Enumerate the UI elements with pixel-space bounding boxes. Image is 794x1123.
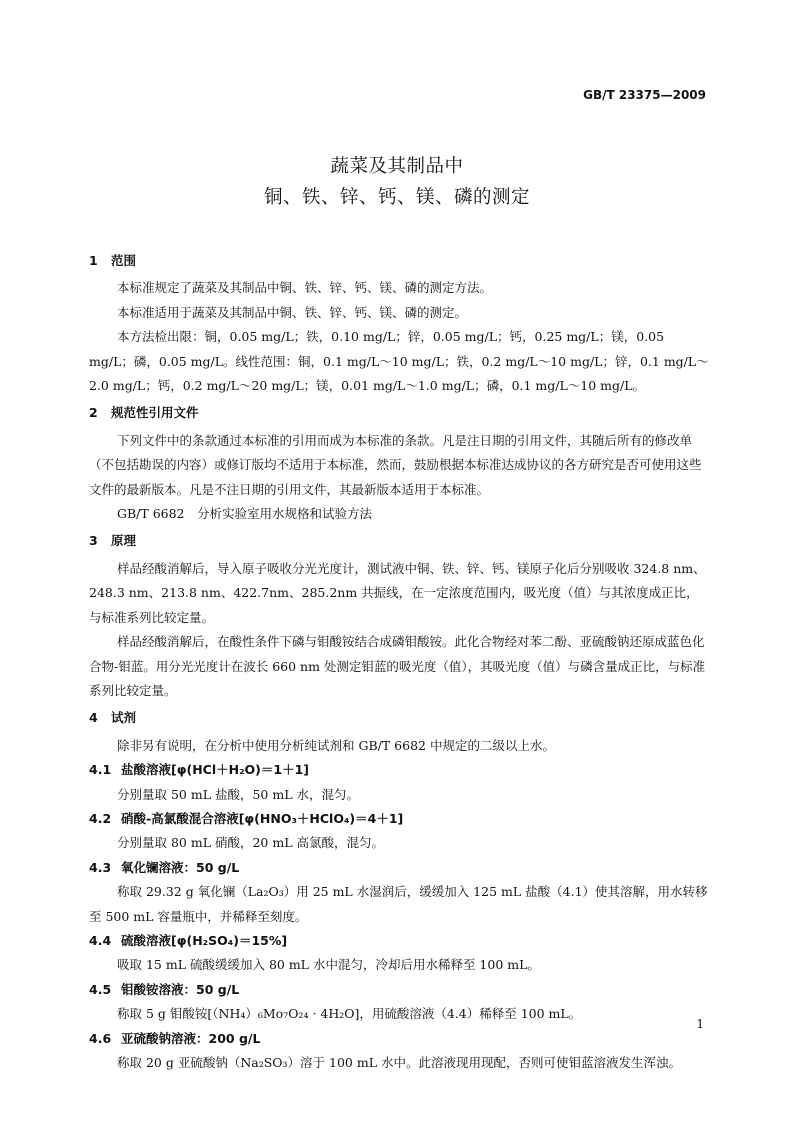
subsection-number: 4.1 xyxy=(89,762,112,778)
section-heading-principle xyxy=(89,529,709,553)
section-heading-reagents xyxy=(89,706,709,730)
subsection-heading xyxy=(89,978,709,1002)
paragraph: 分别量取 50 mL 盐酸，50 mL 水，混匀。 xyxy=(117,786,359,802)
paragraph: 称取 29.32 g 氧化镧（La₂O₃）用 25 mL 水湿润后，缓缓加入 125 mL 盐酸（4.1）使其溶解，用水转移至 500 mL 容量瓶中，并稀释至刻度。 xyxy=(89,884,708,924)
paragraph: 称取 20 g 亚硫酸钠（Na₂SO₃）溶于 100 mL 水中。此溶液现用现配，否则可使钼蓝溶液发生浑浊。 xyxy=(117,1055,681,1070)
document-body xyxy=(89,249,709,1075)
subsection-title: 硝酸-高氯酸混合溶液[φ(HNO₃＋HClO₄)＝4＋1] xyxy=(121,810,404,826)
paragraph: 除非另有说明，在分析中使用分析纯试剂和 GB/T 6682 中规定的二级以上水。 xyxy=(117,737,555,753)
document-title-line1: 蔬菜及其制品中 xyxy=(330,156,464,177)
section-heading-normative-references xyxy=(89,401,709,425)
subsection-number: 4.5 xyxy=(89,981,112,997)
subsection-heading xyxy=(89,929,709,953)
paragraph: 分别量取 80 mL 硝酸，20 mL 高氯酸，混匀。 xyxy=(117,835,384,851)
paragraph: 吸取 15 mL 硫酸缓缓加入 80 mL 水中混匀，冷却后用水稀释至 100 mL。 xyxy=(117,957,540,973)
subsection-heading xyxy=(89,807,709,831)
subsection-number: 4.3 xyxy=(89,859,112,875)
section-number: 2 xyxy=(89,405,98,421)
standard-number: GB/T 23375—2009 xyxy=(583,88,706,102)
subsection-number: 4.6 xyxy=(89,1030,112,1046)
subsection-title: 硫酸溶液[φ(H₂SO₄)＝15%] xyxy=(121,932,288,948)
paragraph: 本方法检出限：铜，0.05 mg/L；铁，0.10 mg/L；锌，0.05 mg/L；钙，0.25 mg/L；镁，0.05 mg/L；磷，0.05 mg/L。线性范围：铜，0.1 mg/L～10 mg/L；铁，0.2 mg/L～10 mg/L；锌，0.1 mg/L～2.0 mg/L；钙，0.2 mg/L～20 mg/L；镁，0.01 mg/L～1.0 mg/L；磷，0.1 mg/L～10 mg/L。 xyxy=(89,329,709,394)
document-title-line2: 铜、铁、锌、钙、镁、磷的测定 xyxy=(263,187,530,208)
reference-entry: GB/T 6682 分析实验室用水规格和试验方法 xyxy=(117,506,373,522)
subsection-number: 4.2 xyxy=(89,810,112,826)
section-title: 范围 xyxy=(111,253,137,268)
section-title: 原理 xyxy=(111,533,137,549)
paragraph: 下列文件中的条款通过本标准的引用而成为本标准的条款。凡是注日期的引用文件，其随后所有的修改单（不包括勘误的内容）或修订版均不适用于本标准，然而，鼓励根据本标准达成协议的各方研究是否可使用这些文件的最新版本。凡是不注日期的引用文件，其最新版本适用于本标准。 xyxy=(89,432,702,497)
subsection-heading xyxy=(89,1027,709,1051)
subsection-number: 4.4 xyxy=(89,932,112,948)
subsection-title: 亚硫酸钠溶液：200 g/L xyxy=(121,1030,261,1046)
section-heading-scope xyxy=(89,249,709,273)
section-number: 1 xyxy=(89,253,98,268)
paragraph: 本标准规定了蔬菜及其制品中铜、铁、锌、钙、镁、磷的测定方法。 xyxy=(117,280,493,296)
subsection-title: 氧化镧溶液：50 g/L xyxy=(121,859,240,875)
subsection-title: 盐酸溶液[φ(HCl＋H₂O)＝1＋1] xyxy=(121,762,310,778)
subsection-title: 钼酸铵溶液：50 g/L xyxy=(121,981,240,997)
paragraph: 本标准适用于蔬菜及其制品中铜、铁、锌、钙、镁、磷的测定。 xyxy=(117,304,468,320)
section-title: 规范性引用文件 xyxy=(111,405,199,421)
paragraph: 样品经酸消解后，在酸性条件下磷与钼酸铵结合成磷钼酸铵。此化合物经对苯二酚、亚硫酸钠还原成蓝色化合物-钼蓝。用分光光度计在波长 660 nm 处测定钼蓝的吸光度（值），其吸光度（值）与磷含量成正比，与标准系列比较定量。 xyxy=(89,634,706,698)
subsection-heading xyxy=(89,758,709,782)
section-title: 试剂 xyxy=(111,710,137,726)
subsection-heading xyxy=(89,856,709,880)
paragraph: 称取 5 g 钼酸铵[（NH₄）₆Mo₇O₂₄ · 4H₂O]，用硫酸溶液（4.4）稀释至 100 mL。 xyxy=(117,1006,582,1022)
section-number: 4 xyxy=(89,710,98,726)
paragraph: 样品经酸消解后，导入原子吸收分光光度计，测试液中铜、铁、锌、钙、镁原子化后分别吸收 324.8 nm、248.3 nm、213.8 nm、422.7nm、285.2nm 共振线，在一定浓度范围内，吸光度（值）与其浓度成正比，与标准系列比较定量。 xyxy=(89,560,706,625)
section-number: 3 xyxy=(89,533,98,549)
page-number: 1 xyxy=(696,1017,704,1031)
